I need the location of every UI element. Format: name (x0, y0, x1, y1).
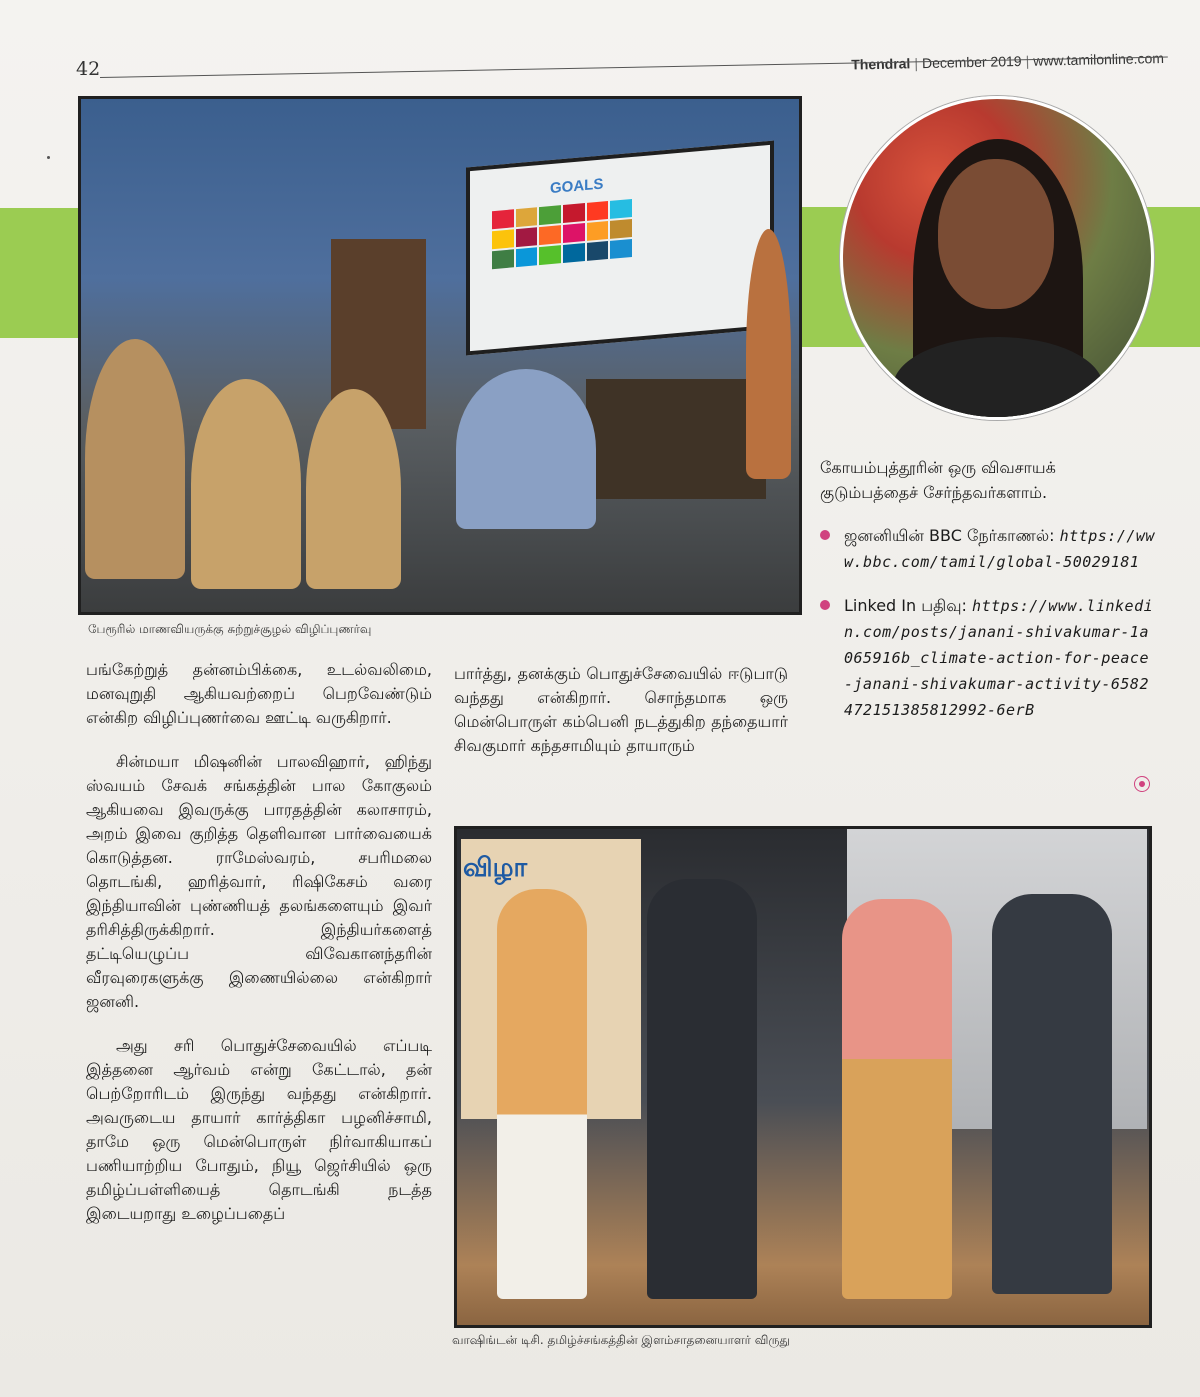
student-figure (306, 389, 401, 589)
classroom-photo (78, 96, 802, 615)
applauding-man-figure (992, 894, 1112, 1294)
student-figure (85, 339, 185, 579)
masthead-separator: | (914, 55, 919, 72)
masthead-separator: | (1025, 52, 1030, 69)
website-link[interactable]: www.tamilonline.com (1033, 50, 1165, 69)
presenter-figure (647, 879, 757, 1299)
teacher-figure (746, 229, 791, 479)
magazine-name: Thendral (851, 55, 911, 73)
bullet-label: Linked In பதிவு: (844, 596, 967, 615)
accent-band-left (0, 208, 78, 338)
man-in-dhoti-figure (497, 889, 587, 1299)
article-paragraph: பங்கேற்றுத் தன்னம்பிக்கை, உடல்வலிமை, மனவுறுதி ஆகியவற்றைப் பெறவேண்டும் என்கிற விழிப்புணர்வை ஊட்டி வருகிறார். (86, 660, 432, 727)
portrait-face (938, 159, 1054, 309)
banner-word: விழா (463, 853, 528, 883)
print-speck (47, 156, 50, 159)
bullet-label: ஜனனியின் BBC நேர்காணல்: (844, 526, 1055, 545)
bullet-icon (820, 600, 830, 610)
article-column-middle (454, 662, 788, 758)
issue-date: December 2019 (922, 52, 1023, 72)
article-paragraph: பார்த்து, தனக்கும் பொதுச்சேவையில் ஈடுபாடு வந்தது என்கிறார். சொந்தமாக ஒரு மென்பொருள் கம்பெனி நடத்துகிற தந்தையார் சிவகுமார் கந்தசாமியும் தாயாரும் (454, 664, 788, 755)
screen-title: GOALS (550, 175, 604, 198)
teacher-table (586, 379, 766, 499)
sdg-tiles (492, 199, 632, 269)
bullet-icon (820, 530, 830, 540)
linkedin-post-item (820, 593, 1155, 723)
student-figure (191, 379, 301, 589)
article-column-left (86, 658, 432, 1226)
award-ceremony-photo (454, 826, 1152, 1328)
article-paragraph: கோயம்புத்தூரின் ஒரு விவசாயக் குடும்பத்தைச் சேர்ந்தவர்களாம். (820, 458, 1056, 502)
linkedin-post-link[interactable]: https://www.linkedin.com/posts/janani-shivakumar-1a065916b_climate-action-for-peace-janani-shivakumar-activity-6582472151385812992-6erB (844, 597, 1154, 719)
award-photo-caption: வாஷிங்டன் டிசி. தமிழ்ச்சங்கத்தின் இளம்சாதனையாளர் விருது (452, 1333, 790, 1347)
seated-man-figure (456, 369, 596, 529)
article-paragraph: சின்மயா மிஷனின் பாலவிஹார், ஹிந்து ஸ்வயம் சேவக் சங்கத்தின் பால கோகுலம் ஆகியவை இவருக்கு பாரதத்தின் கலாசாரம், அறம் இவை குறித்த தெளிவான பார்வையைக் கொடுத்தன. ராமேஸ்வரம், சபரிமலை தொடங்கி, ஹரித்வார், ரிஷிகேசம் வரை இந்தியாவின் புண்ணியத் தலங்களையும் இவர் தரிசித்திருக்கிறார். இந்தியர்களைத் தட்டியெழுப்ப விவேகானந்தரின் வீரவுரைகளுக்கு இணையில்லை என்கிறார் ஜனனி. (86, 752, 432, 1011)
classroom-photo-caption: பேரூரில் மாணவியருக்கு சுற்றுச்சூழல் விழிப்புணர்வு (88, 622, 372, 636)
article-paragraph: அது சரி பொதுச்சேவையில் எப்படி இத்தனை ஆர்வம் என்று கேட்டால், தன் பெற்றோரிடம் இருந்து வந்தது என்கிறார். அவருடைய தாயார் கார்த்திகா பழனிச்சாமி, தாமே ஒரு மென்பொருள் நிர்வாகியாகப் பணியாற்றிய போதும், நியூ ஜெர்சியில் ஒரு தமிழ்ப்பள்ளியைத் தொடங்கி நடத்த இடையறாது உழைப்பதைப் (86, 1036, 432, 1223)
page-number: 42 (76, 58, 101, 80)
janani-awardee-figure (842, 899, 952, 1299)
janani-portrait (840, 96, 1154, 420)
bbc-interview-item (820, 523, 1155, 575)
projector-screen (466, 141, 774, 356)
article-end-icon (1134, 776, 1150, 792)
bbc-interview-link[interactable]: https://www.bbc.com/tamil/global-50029181 (844, 527, 1155, 571)
article-column-right (820, 455, 1155, 723)
